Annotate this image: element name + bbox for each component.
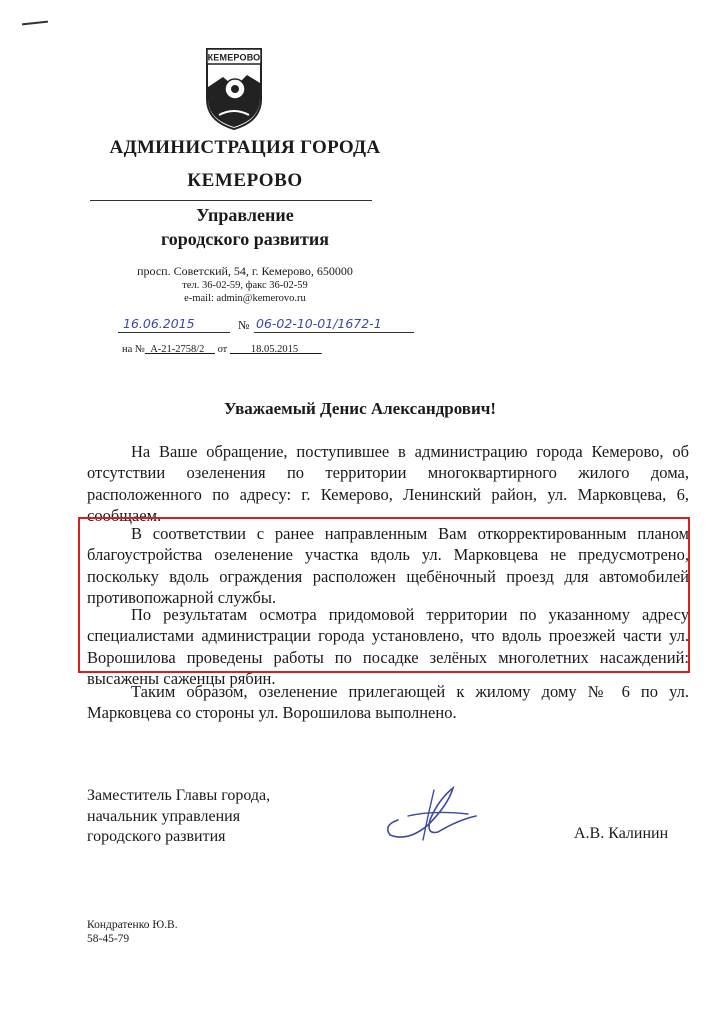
reference-from-label: от xyxy=(217,344,228,355)
paragraph-2: В соответствии с ранее направленным Вам откорректированным планом благоустройства озеленение участка вдоль ул. Марковцева не предусмотрено, поскольку вдоль ограждения расположен щебёночный проезд для автомобилей противопожарной службы. xyxy=(87,524,689,607)
paragraph-4: Таким образом, озеленение прилегающей к жилому дому № 6 по ул. Марковцева со стороны ул. Ворошилова выполнено. xyxy=(87,682,689,723)
paragraph-3: По результатам осмотра придомовой территории по указанному адресу специалистами администрации города установлено, что вдоль проезжей части ул. Ворошилова проведены работы по посадке зелёных многолетних насаждений: высажены саженцы рябин. xyxy=(87,605,689,688)
registration-number: 06-02-10-01/1672-1 xyxy=(256,316,382,331)
executor-name: Кондратенко Ю.В. xyxy=(87,919,178,931)
signer-title-line-1: Заместитель Главы города, xyxy=(87,787,271,804)
registration-row xyxy=(118,314,418,336)
email: e-mail: admin@kemerovo.ru xyxy=(184,293,306,304)
signature-title-block xyxy=(87,786,270,848)
header-divider xyxy=(90,200,372,201)
paragraph-1: На Ваше обращение, поступившее в администрацию города Кемерово, об отсутствии озеленения по территории многоквартирного жилого дома, расположенного по адресу: г. Кемерово, Ленинский район, ул. Марковцева, 6, сообщаем. xyxy=(87,442,689,525)
signer-title-line-2: начальник управления xyxy=(87,807,241,825)
handwritten-signature xyxy=(378,780,483,845)
signer-name: А.В. Калинин xyxy=(574,825,669,842)
reference-row xyxy=(122,344,322,355)
registration-number-label: № xyxy=(238,318,250,332)
department-line-1: Управление xyxy=(196,205,294,225)
department-line-2: городского развития xyxy=(161,229,329,249)
reference-prefix: на № xyxy=(122,344,145,355)
registration-date-line xyxy=(118,332,230,333)
reference-date: 18.05.2015 xyxy=(250,344,299,355)
postal-address: просп. Советский, 54, г. Кемерово, 650000 xyxy=(137,264,353,278)
executor-block xyxy=(87,918,178,946)
highlight-box xyxy=(78,517,690,673)
scan-mark xyxy=(22,21,48,26)
org-city: КЕМЕРОВО xyxy=(187,170,303,191)
org-title: АДМИНИСТРАЦИЯ ГОРОДА xyxy=(109,137,381,158)
phone-fax: тел. 36-02-59, факс 36-02-59 xyxy=(182,280,308,291)
registration-number-line xyxy=(254,332,414,333)
registration-date: 16.06.2015 xyxy=(123,316,195,331)
reference-number: А-21-2758/2 xyxy=(150,344,205,355)
emblem-label: КЕМЕРОВО xyxy=(207,52,261,63)
city-emblem xyxy=(205,47,263,131)
signer-title-line-3: городского развития xyxy=(87,828,226,845)
greeting: Уважаемый Денис Александрович! xyxy=(224,399,496,418)
executor-phone: 58-45-79 xyxy=(87,933,130,945)
